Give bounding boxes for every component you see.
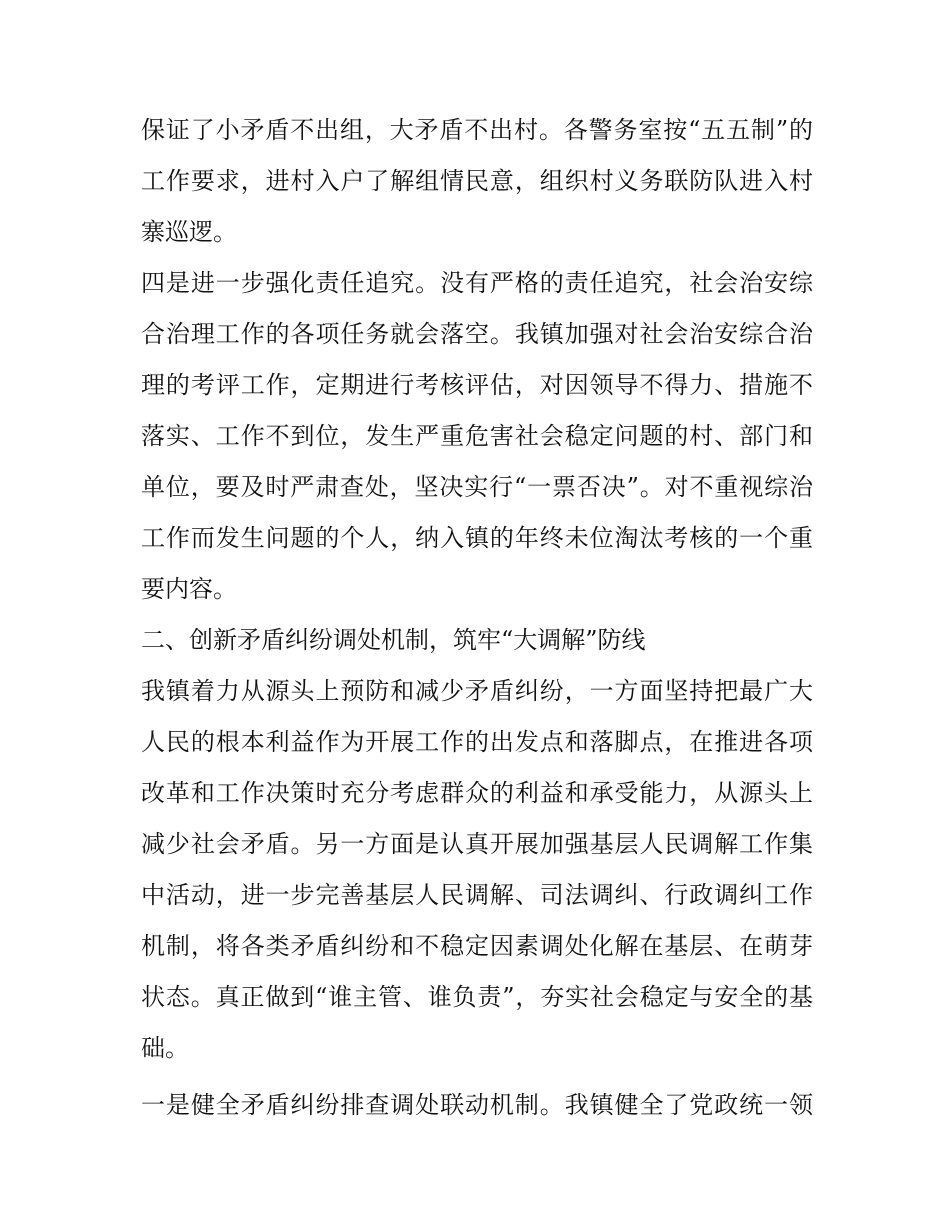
paragraph xyxy=(141,1080,813,1131)
text-line: 工作要求，进村入户了解组情民意，组织村义务联防队进入村 xyxy=(141,167,813,195)
heading-line: 二、创新矛盾纠纷调处机制，筑牢“大调解”防线 xyxy=(141,626,646,654)
text-line: 保证了小矛盾不出组，大矛盾不出村。各警务室按“五五制”的 xyxy=(141,116,813,144)
text-line: 单位，要及时严肃查处，坚决实行“一票否决”。对不重视综治 xyxy=(141,473,813,501)
text-line: 改革和工作决策时充分考虑群众的利益和承受能力，从源头上 xyxy=(141,779,813,807)
text-line: 寨巡逻。 xyxy=(141,218,237,246)
text-line: 落实、工作不到位，发生严重危害社会稳定问题的村、部门和 xyxy=(141,422,813,450)
text-line: 我镇着力从源头上预防和减少矛盾纠纷，一方面坚持把最广大 xyxy=(141,677,813,705)
text-line: 机制，将各类矛盾纠纷和不稳定因素调处化解在基层、在萌芽 xyxy=(141,932,813,960)
paragraph xyxy=(141,666,813,1074)
text-line: 理的考评工作，定期进行考核评估，对因领导不得力、措施不 xyxy=(141,371,813,399)
text-line: 工作而发生问题的个人，纳入镇的年终未位淘汰考核的一个重 xyxy=(141,524,813,552)
text-line: 人民的根本利益作为开展工作的出发点和落脚点，在推进各项 xyxy=(141,728,813,756)
text-line: 状态。真正做到“谁主管、谁负责”，夯实社会稳定与安全的基 xyxy=(141,983,813,1011)
paragraph xyxy=(141,105,813,258)
section-heading xyxy=(141,615,813,666)
text-line: 一是健全矛盾纠纷排查调处联动机制。我镇健全了党政统一领 xyxy=(141,1091,813,1119)
text-line: 合治理工作的各项任务就会落空。我镇加强对社会治安综合治 xyxy=(141,320,813,348)
text-line: 础。 xyxy=(141,1034,189,1062)
document-body xyxy=(141,105,813,1131)
paragraph xyxy=(141,258,813,615)
text-line: 中活动，进一步完善基层人民调解、司法调纠、行政调纠工作 xyxy=(141,881,813,909)
text-line: 减少社会矛盾。另一方面是认真开展加强基层人民调解工作集 xyxy=(141,830,813,858)
text-line: 四是进一步强化责任追究。没有严格的责任追究，社会治安综 xyxy=(141,269,813,297)
text-line: 要内容。 xyxy=(141,575,237,603)
